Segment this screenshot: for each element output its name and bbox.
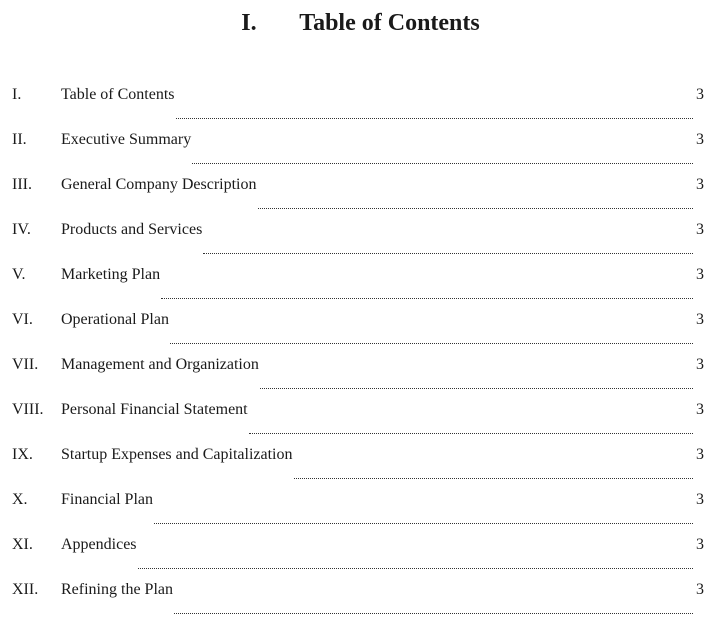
dot-leader bbox=[154, 522, 693, 524]
toc-entry-number: VIII. bbox=[12, 401, 44, 418]
toc-entry-title[interactable]: Products and Services bbox=[61, 221, 203, 238]
dot-leader bbox=[176, 117, 693, 119]
toc-entry-title[interactable]: Marketing Plan bbox=[61, 266, 161, 283]
toc-entry-title[interactable]: Executive Summary bbox=[61, 131, 192, 148]
toc-entry-number: XII. bbox=[12, 581, 39, 598]
toc-entry-page[interactable]: 3 bbox=[696, 311, 704, 328]
dot-leader bbox=[203, 252, 693, 254]
toc-entry[interactable] bbox=[12, 581, 704, 626]
heading-title: Table of Contents bbox=[299, 10, 480, 36]
toc-entry-number: V. bbox=[12, 266, 26, 283]
toc-entry-page[interactable]: 3 bbox=[696, 176, 704, 193]
toc-entry-page[interactable]: 3 bbox=[696, 536, 704, 553]
toc-entry-number: VI. bbox=[12, 311, 33, 328]
toc-entry-page[interactable]: 3 bbox=[696, 266, 704, 283]
toc-entry[interactable] bbox=[12, 131, 704, 176]
toc-entry[interactable] bbox=[12, 311, 704, 356]
toc-entry-title[interactable]: Table of Contents bbox=[61, 86, 175, 103]
toc-entry-page[interactable]: 3 bbox=[696, 581, 704, 598]
dot-leader bbox=[294, 477, 694, 479]
toc-entry-number: VII. bbox=[12, 356, 39, 373]
dot-leader bbox=[161, 297, 693, 299]
heading-number: I. bbox=[241, 10, 257, 36]
toc-entry-number: I. bbox=[12, 86, 22, 103]
toc-entry[interactable] bbox=[12, 266, 704, 311]
toc-entry-title[interactable]: General Company Description bbox=[61, 176, 257, 193]
toc-entry-page[interactable]: 3 bbox=[696, 131, 704, 148]
toc-entry-number: III. bbox=[12, 176, 32, 193]
toc-entry[interactable] bbox=[12, 446, 704, 491]
toc-entry-number: II. bbox=[12, 131, 27, 148]
toc-entry[interactable] bbox=[12, 401, 704, 446]
toc-entry-number: IV. bbox=[12, 221, 31, 238]
dot-leader bbox=[258, 207, 694, 209]
toc-entry-title[interactable]: Financial Plan bbox=[61, 491, 153, 508]
table-of-contents bbox=[12, 86, 704, 626]
dot-leader bbox=[170, 342, 693, 344]
toc-entry-page[interactable]: 3 bbox=[696, 221, 704, 238]
toc-entry-title[interactable]: Management and Organization bbox=[61, 356, 259, 373]
toc-entry-page[interactable]: 3 bbox=[696, 356, 704, 373]
dot-leader bbox=[249, 432, 693, 434]
toc-entry-title[interactable]: Operational Plan bbox=[61, 311, 169, 328]
dot-leader bbox=[174, 612, 693, 614]
toc-entry[interactable] bbox=[12, 221, 704, 266]
toc-entry-title[interactable]: Startup Expenses and Capitalization bbox=[61, 446, 293, 463]
toc-entry-number: IX. bbox=[12, 446, 33, 463]
dot-leader bbox=[192, 162, 693, 164]
toc-entry-title[interactable]: Refining the Plan bbox=[61, 581, 173, 598]
toc-entry-page[interactable]: 3 bbox=[696, 401, 704, 418]
toc-entry-page[interactable]: 3 bbox=[696, 86, 704, 103]
toc-entry[interactable] bbox=[12, 491, 704, 536]
toc-entry[interactable] bbox=[12, 176, 704, 221]
toc-entry-number: X. bbox=[12, 491, 28, 508]
toc-entry-page[interactable]: 3 bbox=[696, 446, 704, 463]
toc-entry[interactable] bbox=[12, 356, 704, 401]
page-heading bbox=[0, 10, 721, 46]
toc-entry-title[interactable]: Personal Financial Statement bbox=[61, 401, 248, 418]
dot-leader bbox=[138, 567, 693, 569]
toc-entry[interactable] bbox=[12, 536, 704, 581]
toc-entry[interactable] bbox=[12, 86, 704, 131]
toc-entry-number: XI. bbox=[12, 536, 33, 553]
dot-leader bbox=[260, 387, 693, 389]
toc-entry-title[interactable]: Appendices bbox=[61, 536, 137, 553]
toc-entry-page[interactable]: 3 bbox=[696, 491, 704, 508]
